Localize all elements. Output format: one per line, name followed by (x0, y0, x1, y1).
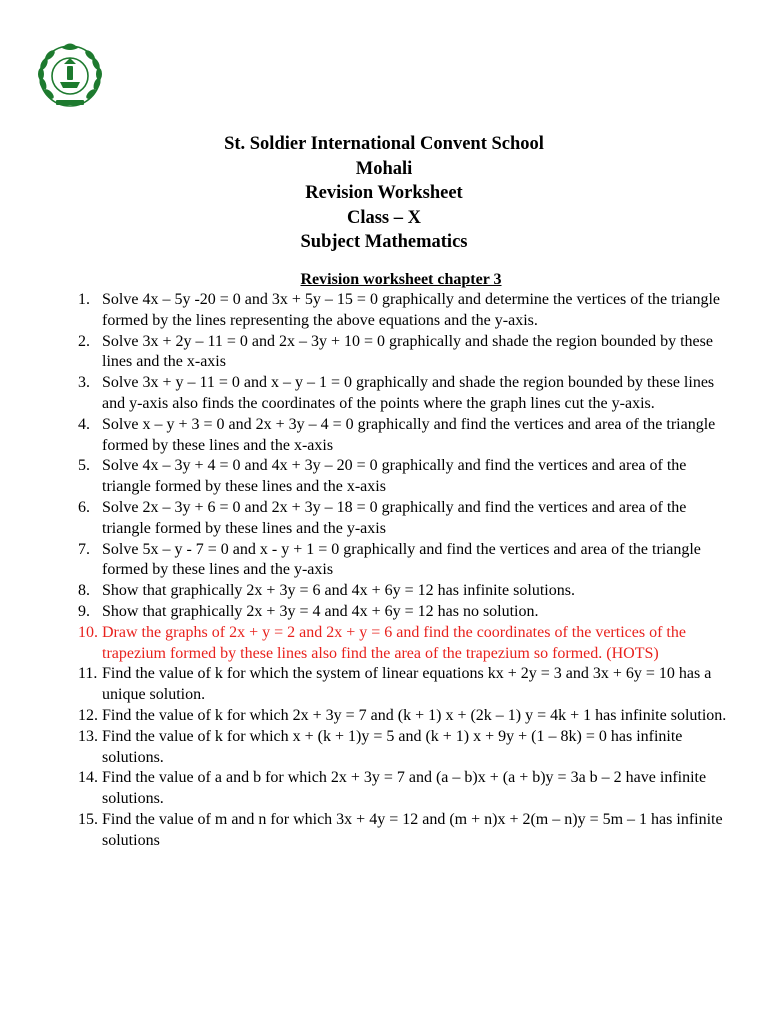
question-text: Show that graphically 2x + 3y = 4 and 4x + 6y = 12 has no solution. (102, 602, 539, 620)
question-item (78, 332, 728, 374)
question-item (78, 456, 728, 498)
school-name: St. Soldier International Convent School (224, 134, 544, 154)
question-number: 3. (78, 374, 90, 392)
school-crest-logo-icon (34, 38, 106, 110)
worksheet-title: Revision worksheet chapter 3 (300, 271, 502, 288)
question-text: Solve 5x – y - 7 = 0 and x - y + 1 = 0 graphically and find the vertices and area of the triangle formed by these lines and the y-axis (102, 540, 701, 579)
question-item (78, 290, 728, 332)
subject-label: Subject Mathematics (300, 232, 468, 252)
question-number: 10. (78, 623, 98, 641)
question-item (78, 540, 728, 582)
question-item (78, 623, 728, 665)
question-text: Solve x – y + 3 = 0 and 2x + 3y – 4 = 0 graphically and find the vertices and area of the triangle formed by these lines and the x-axis (102, 415, 716, 454)
question-item (78, 727, 728, 769)
question-text: Find the value of a and b for which 2x + 3y = 7 and (a – b)x + (a + b)y = 3a b – 2 have infinite solutions. (102, 769, 707, 808)
question-number: 11. (78, 665, 98, 683)
question-item (78, 706, 728, 727)
document-title: Revision Worksheet (305, 183, 463, 203)
question-number: 8. (78, 582, 90, 600)
document-header (0, 132, 768, 255)
question-number: 5. (78, 457, 90, 475)
city-name: Mohali (355, 158, 413, 179)
question-item (78, 581, 728, 602)
question-number: 6. (78, 498, 90, 516)
question-text: Find the value of m and n for which 3x + 4y = 12 and (m + n)x + 2(m – n)y = 5m – 1 has infinite solutions (102, 810, 723, 849)
class-label: Class – X (346, 207, 421, 228)
question-number: 15. (78, 810, 98, 828)
question-text: Solve 3x + 2y – 11 = 0 and 2x – 3y + 10 = 0 graphically and shade the region bounded by these lines and the x-axis (102, 332, 713, 371)
question-text: Find the value of k for which x + (k + 1)y = 5 and (k + 1) x + 9y + (1 – 8k) = 0 has infinite solutions. (102, 727, 683, 766)
question-number: 2. (78, 332, 90, 350)
question-item (78, 498, 728, 540)
question-item (78, 602, 728, 623)
question-text: Find the value of k for which the system of linear equations kx + 2y = 3 and 3x + 6y = 10 has a unique solution. (102, 665, 712, 704)
question-item (78, 768, 728, 810)
question-list (78, 290, 728, 852)
question-text: Solve 4x – 5y -20 = 0 and 3x + 5y – 15 = 0 graphically and determine the vertices of the triangle formed by the lines representing the above equations and the y-axis. (102, 291, 721, 329)
question-number: 12. (78, 706, 98, 724)
question-item (78, 373, 728, 415)
question-item (78, 664, 728, 706)
question-number: 7. (78, 540, 90, 558)
question-item (78, 810, 728, 852)
question-text: Draw the graphs of 2x + y = 2 and 2x + y = 6 and find the coordinates of the vertices of the trapezium formed by these lines also find the area of the trapezium so formed. (HOTS) (102, 623, 686, 662)
question-number: 14. (78, 769, 98, 787)
question-text: Find the value of k for which 2x + 3y = 7 and (k + 1) x + (2k – 1) y = 4k + 1 has infinite solution. (102, 706, 727, 724)
question-number: 13. (78, 727, 98, 745)
question-number: 9. (78, 602, 90, 620)
question-text: Solve 3x + y – 11 = 0 and x – y – 1 = 0 graphically and shade the region bounded by these lines and y-axis also finds the coordinates of the points where the graph lines cut the y-axis. (102, 374, 715, 412)
question-text: Solve 4x – 3y + 4 = 0 and 4x + 3y – 20 = 0 graphically and find the vertices and area of the triangle formed by these lines and the x-axis (102, 457, 687, 496)
question-item (78, 415, 728, 457)
question-number: 1. (78, 291, 90, 308)
question-text: Solve 2x – 3y + 6 = 0 and 2x + 3y – 18 = 0 graphically and find the vertices and area of the triangle formed by these lines and the y-axis (102, 498, 687, 537)
question-text: Show that graphically 2x + 3y = 6 and 4x + 6y = 12 has infinite solutions. (102, 582, 575, 600)
question-number: 4. (78, 415, 90, 433)
